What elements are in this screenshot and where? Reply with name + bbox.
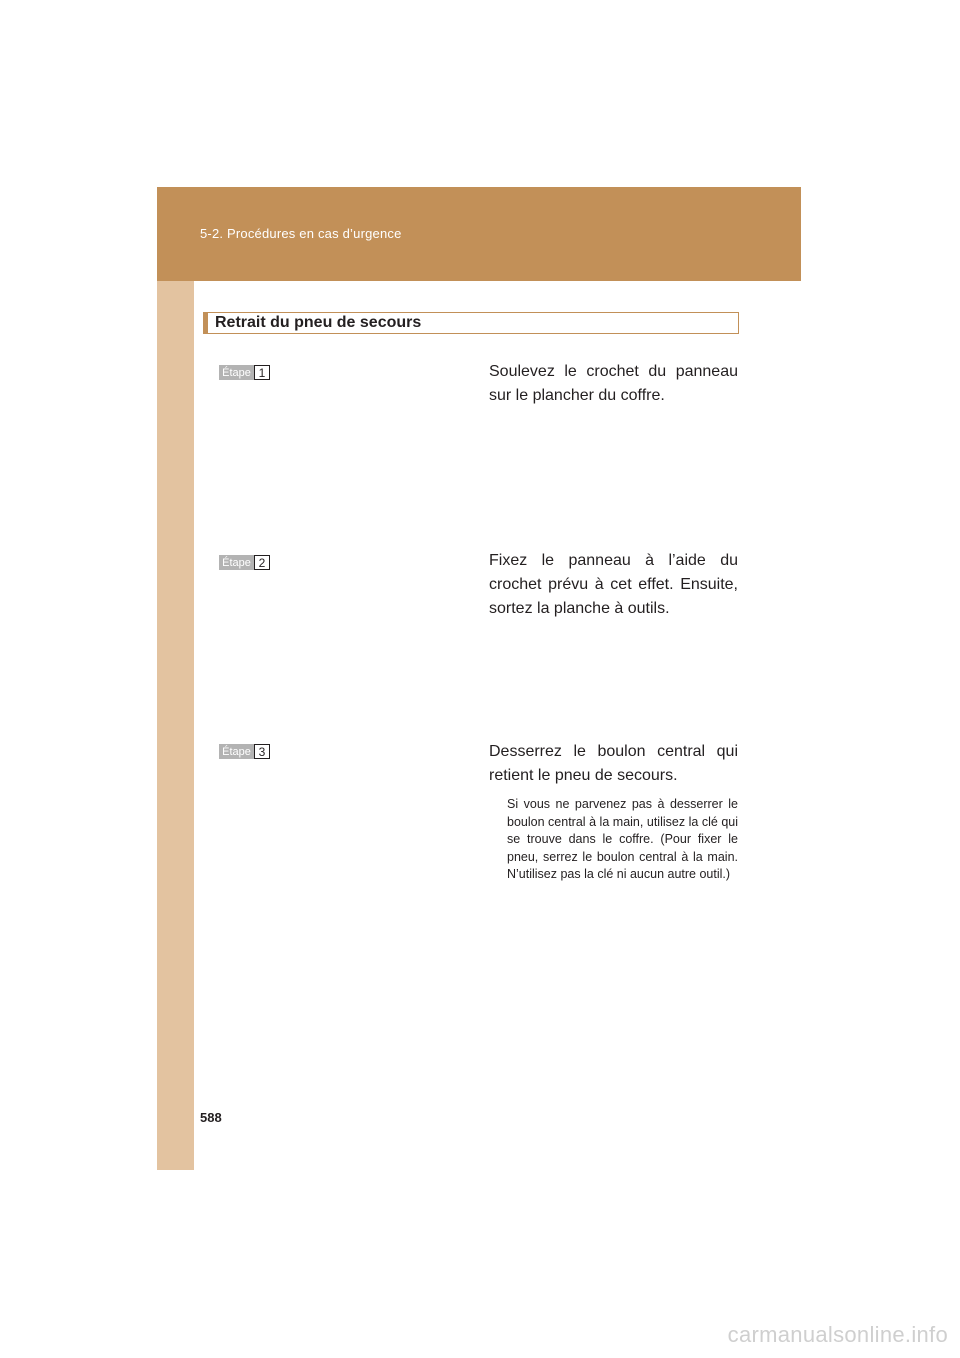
step-1-badge: [219, 365, 270, 380]
section-heading-accent: [203, 312, 208, 334]
step-2-badge-word: Étape: [219, 555, 254, 570]
step-3-badge-number: 3: [254, 744, 270, 759]
step-3-badge: [219, 744, 270, 759]
page-number: 588: [200, 1110, 222, 1125]
step-3-badge-word: Étape: [219, 744, 254, 759]
step-1-badge-word: Étape: [219, 365, 254, 380]
step-2-badge-number: 2: [254, 555, 270, 570]
step-2-badge: [219, 555, 270, 570]
section-title: Retrait du pneu de secours: [215, 314, 422, 331]
watermark: carmanualsonline.info: [727, 1322, 948, 1347]
step-2-text: Fixez le panneau à l’aide du crochet prévu à cet effet. Ensuite, sortez la planche à outils.: [489, 552, 738, 617]
section-heading: [203, 312, 739, 334]
step-1-text: Soulevez le crochet du panneau sur le plancher du coffre.: [489, 363, 738, 404]
chapter-title: 5-2. Procédures en cas d’urgence: [200, 226, 402, 241]
step-1-badge-number: 1: [254, 365, 270, 380]
step-3-note: Si vous ne parvenez pas à desserrer le boulon central à la main, utilisez la clé qui se trouve dans le coffre. (Pour fixer le pneu, serrez le boulon central à la main. N’utilisez pas la clé ni aucun autre outil.): [507, 797, 738, 881]
chapter-header: [157, 187, 801, 281]
page-sidebar: [157, 187, 194, 1170]
step-3-text: Desserrez le boulon central qui retient le pneu de secours.: [489, 743, 738, 784]
